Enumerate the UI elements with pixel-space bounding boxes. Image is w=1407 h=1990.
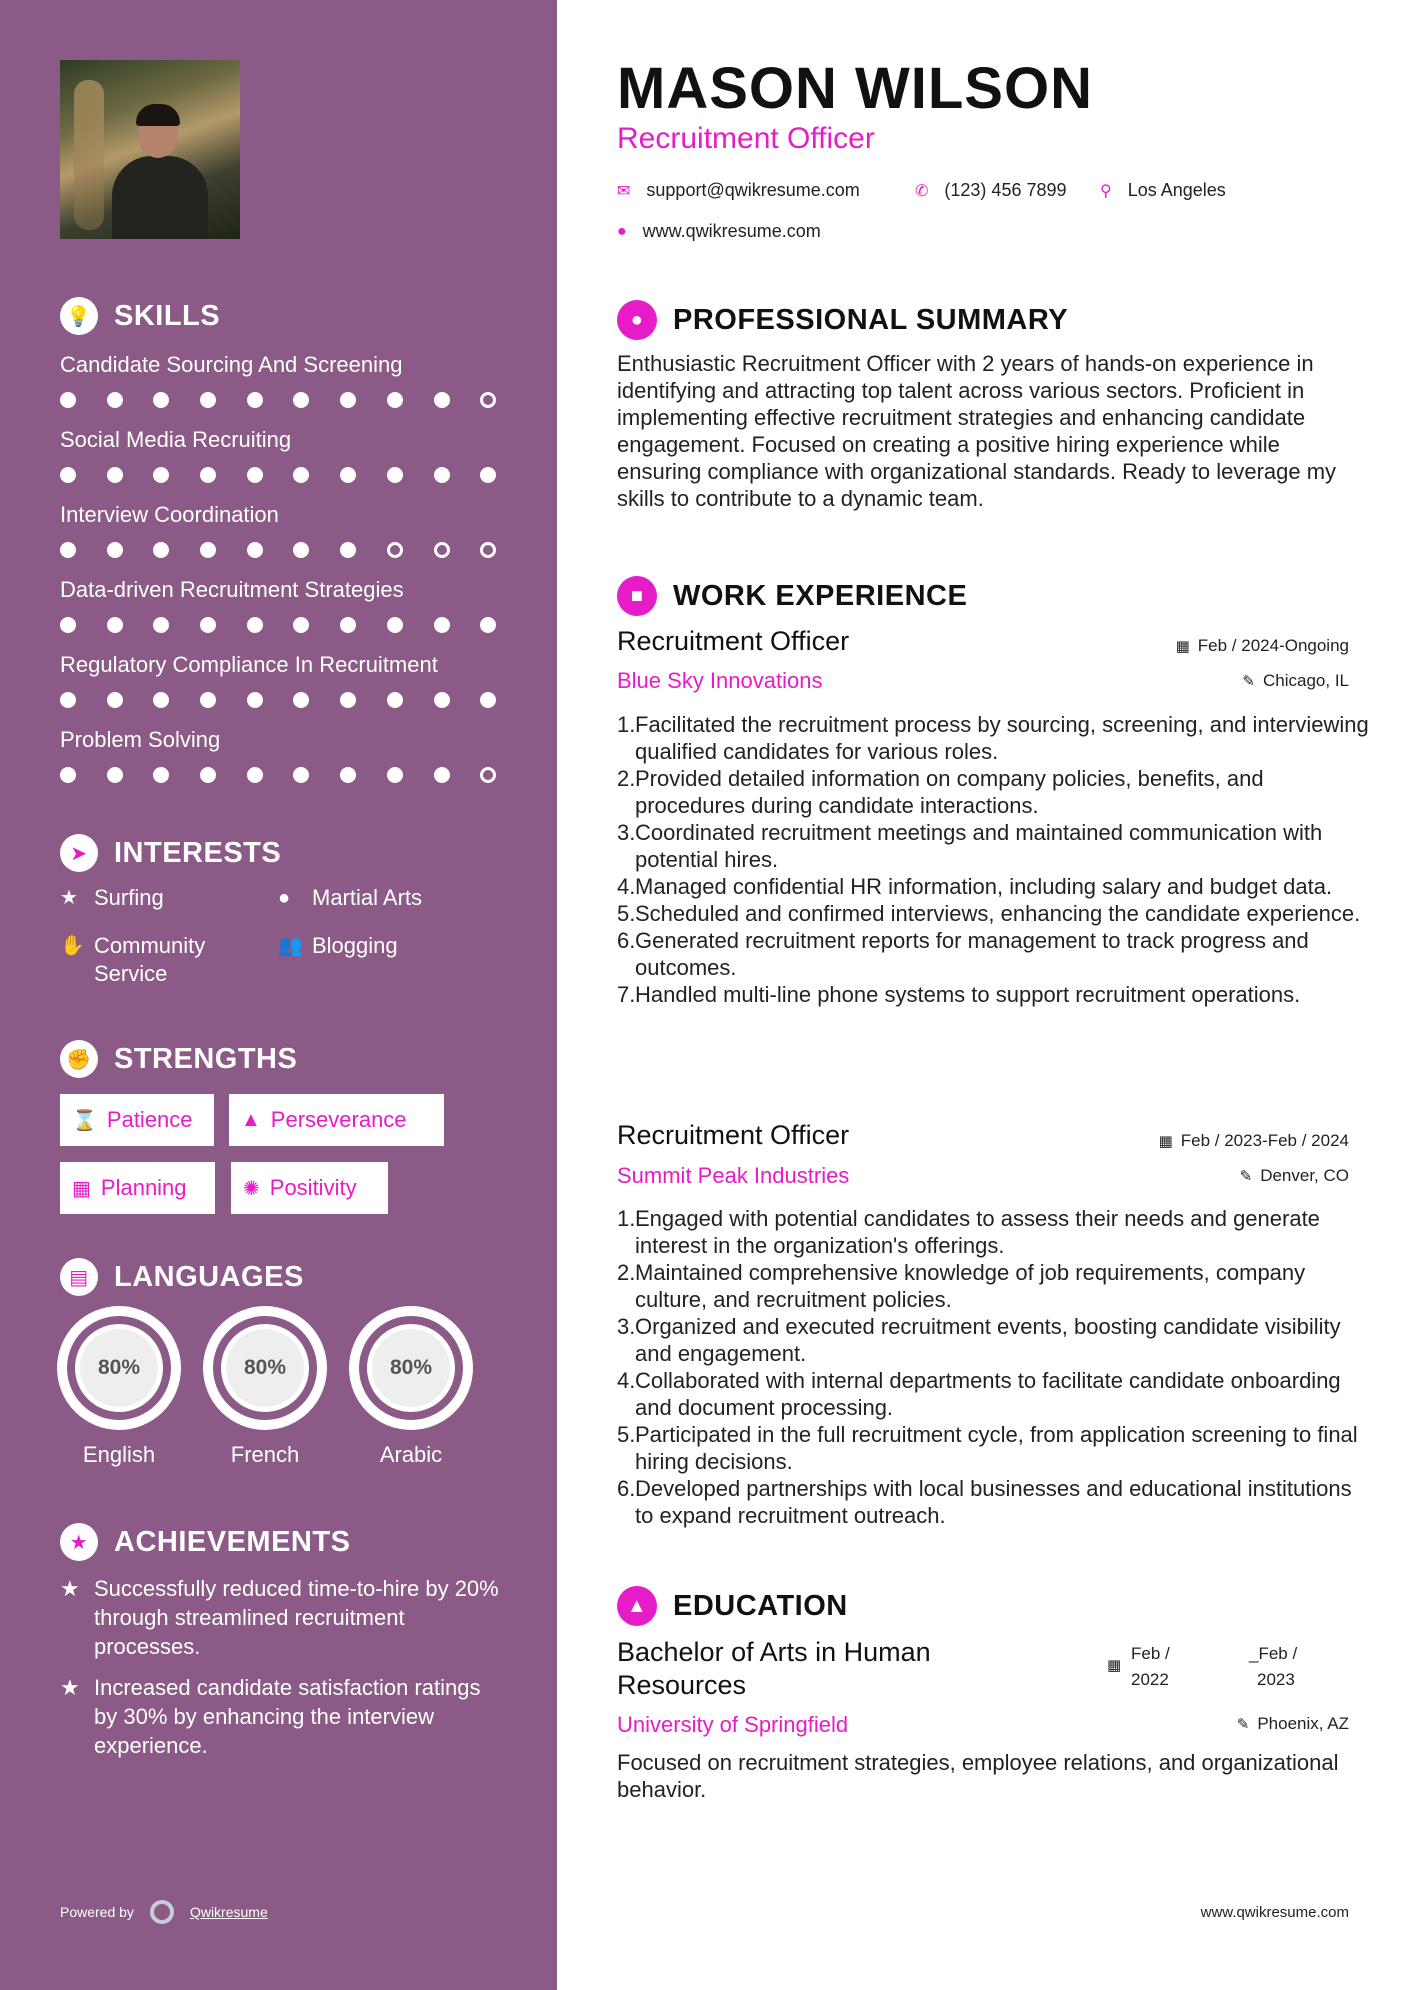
rating-dot-filled: [247, 767, 263, 783]
star-icon: ★: [60, 887, 78, 909]
rating-dot-filled: [480, 617, 496, 633]
interest-item: ● Martial Arts: [278, 885, 423, 910]
achievement-item: ★ Successfully reduced time-to-hire by 20% through streamlined recruitment processes.: [60, 1576, 499, 1659]
rating-dot-filled: [434, 767, 450, 783]
briefcase-icon: ■: [617, 576, 657, 616]
rating-dot-filled: [200, 467, 216, 483]
skill-rating: [60, 617, 527, 633]
language-icon: ▤: [60, 1258, 98, 1296]
qwikresume-link[interactable]: Qwikresume: [189, 1904, 268, 1920]
pin-icon: ✎: [1242, 673, 1255, 690]
skill-rating: [60, 767, 527, 783]
rating-dot-filled: [107, 617, 123, 633]
language-item: 80% Arabic: [349, 1306, 473, 1468]
rating-dot-filled: [200, 692, 216, 708]
rating-dot-filled: [60, 467, 76, 483]
list-item: Generated recruitment reports for management to track progress and outcomes.: [635, 928, 1309, 980]
skill-name: Social Media Recruiting: [60, 427, 292, 452]
list-item: Scheduled and confirmed interviews, enhancing the candidate experience.: [635, 901, 1361, 926]
rating-dot-filled: [387, 392, 403, 408]
summary-heading: ● PROFESSIONAL SUMMARY: [617, 300, 1068, 340]
job-2-location: ✎ Denver, CO: [1239, 1166, 1349, 1185]
rating-dot-filled: [153, 467, 169, 483]
contact-email[interactable]: ✉ support@qwikresume.com: [617, 180, 860, 200]
summary-text: Enthusiastic Recruitment Officer with 2 years of hands-on experience in identifying and attracting top talent across various sectors. Proficient in implementing effective recruitment strategies and enhancing candidate engagement. Focused on creating a positive hiring experience while ensuring compliance with organizational standards. Ready to leverage my skills to contribute to a dynamic team.: [617, 351, 1337, 511]
contact-location: ⚲ Los Angeles: [1100, 180, 1226, 200]
skill-name: Interview Coordination: [60, 502, 279, 527]
list-item: Provided detailed information on company policies, benefits, and procedures during candidate interactions.: [635, 766, 1264, 818]
rating-dot-filled: [153, 767, 169, 783]
rating-dot-filled: [107, 767, 123, 783]
interests-heading: ➤ INTERESTS: [60, 834, 281, 872]
rating-dot-empty: [387, 542, 403, 558]
language-item: 80% English: [57, 1306, 181, 1468]
rating-dot-filled: [434, 617, 450, 633]
education-start-date: ▦ Feb / 2022: [1107, 1644, 1170, 1689]
education-heading: ▲ EDUCATION: [617, 1586, 848, 1626]
lightbulb-icon: 💡: [60, 297, 98, 335]
contact-phone[interactable]: ✆ (123) 456 7899: [915, 180, 1067, 200]
rating-dot-filled: [153, 542, 169, 558]
rating-dot-filled: [480, 692, 496, 708]
rating-dot-filled: [200, 542, 216, 558]
rating-dot-empty: [480, 392, 496, 408]
rating-dot-filled: [387, 617, 403, 633]
language-ring: 80%: [349, 1306, 473, 1430]
job-1-company: Blue Sky Innovations: [617, 668, 823, 693]
education-school: University of Springfield: [617, 1712, 849, 1737]
rating-dot-filled: [107, 692, 123, 708]
strengths-heading: ✊ STRENGTHS: [60, 1040, 297, 1078]
globe-icon: ●: [278, 887, 291, 909]
rating-dot-filled: [107, 392, 123, 408]
interest-item: ★ Surfing: [60, 885, 164, 910]
rating-dot-filled: [340, 542, 356, 558]
job-1-responsibilities: [617, 711, 1375, 1008]
strength-tag: ▦ Planning: [60, 1162, 215, 1214]
rating-dot-empty: [480, 767, 496, 783]
rating-dot-filled: [293, 617, 309, 633]
rating-dot-filled: [247, 392, 263, 408]
hourglass-icon: ⌛: [72, 1109, 97, 1132]
achievement-item: ★ Increased candidate satisfaction ratings by 30% by enhancing the interview experience.: [60, 1675, 481, 1758]
rating-dot-filled: [200, 392, 216, 408]
job-2-dates: ▦ Feb / 2023-Feb / 2024: [1158, 1131, 1349, 1150]
language-item: 80% French: [203, 1306, 327, 1468]
interest-item: 👥 Blogging: [278, 933, 398, 958]
language-ring: 80%: [203, 1306, 327, 1430]
list-item: Engaged with potential candidates to assess their needs and generate interest in the organization's offerings.: [635, 1206, 1320, 1258]
achievements-heading: ★ ACHIEVEMENTS: [60, 1523, 350, 1561]
rating-dot-filled: [293, 542, 309, 558]
list-item: Participated in the full recruitment cycle, from application screening to final hiring decisions.: [635, 1422, 1358, 1474]
rating-dot-empty: [480, 542, 496, 558]
rating-dot-filled: [60, 617, 76, 633]
rating-dot-filled: [247, 617, 263, 633]
rating-dot-filled: [340, 767, 356, 783]
rating-dot-filled: [480, 467, 496, 483]
globe-icon: ●: [617, 222, 627, 240]
education-end-date: _Feb / 2023: [1249, 1644, 1298, 1689]
job-1-dates: ▦ Feb / 2024-Ongoing: [1175, 636, 1349, 655]
list-item: Collaborated with internal departments to facilitate candidate onboarding and document processing.: [635, 1368, 1341, 1420]
hand-icon: ✋: [60, 935, 85, 957]
education-location: ✎ Phoenix, AZ: [1236, 1714, 1349, 1733]
rating-dot-filled: [293, 467, 309, 483]
rating-dot-filled: [107, 542, 123, 558]
skill-name: Problem Solving: [60, 727, 221, 752]
list-item: Facilitated the recruitment process by sourcing, screening, and interviewing qualified candidates for various roles.: [635, 712, 1369, 764]
phone-icon: ✆: [915, 182, 929, 200]
rating-dot-filled: [434, 467, 450, 483]
rating-dot-filled: [340, 692, 356, 708]
interest-item: ✋ Community Service: [60, 933, 206, 986]
skill-rating: [60, 467, 527, 483]
rating-dot-filled: [107, 467, 123, 483]
fist-icon: ✊: [60, 1040, 98, 1078]
rating-dot-filled: [434, 392, 450, 408]
skill-rating: [60, 392, 527, 408]
skill-name: Candidate Sourcing And Screening: [60, 352, 403, 377]
sun-icon: ✺: [243, 1177, 260, 1200]
language-ring: 80%: [57, 1306, 181, 1430]
skills-heading: 💡 SKILLS: [60, 297, 220, 335]
job-2-company: Summit Peak Industries: [617, 1163, 850, 1188]
paper-plane-icon: ➤: [60, 834, 98, 872]
languages-heading: ▤ LANGUAGES: [60, 1258, 304, 1296]
rating-dot-filled: [293, 692, 309, 708]
skill-name: Data-driven Recruitment Strategies: [60, 577, 404, 602]
rating-dot-filled: [60, 392, 76, 408]
education-degree: Bachelor of Arts in Human Resources: [617, 1637, 931, 1700]
rating-dot-filled: [153, 617, 169, 633]
graduation-cap-icon: ▲: [617, 1586, 657, 1626]
calendar-icon: ▦: [1175, 638, 1190, 655]
mountain-icon: ▲: [241, 1108, 261, 1131]
rating-dot-filled: [247, 692, 263, 708]
rating-dot-filled: [60, 692, 76, 708]
job-2-responsibilities: [617, 1205, 1375, 1529]
rating-dot-filled: [153, 692, 169, 708]
rating-dot-filled: [340, 467, 356, 483]
job-title: Recruitment Officer: [617, 122, 875, 155]
strength-tag: ⌛ Patience: [60, 1094, 214, 1146]
footer-website[interactable]: www.qwikresume.com: [1200, 1904, 1349, 1921]
rating-dot-filled: [200, 617, 216, 633]
list-item: Maintained comprehensive knowledge of job requirements, company culture, and recruitment policies.: [635, 1260, 1306, 1312]
rating-dot-filled: [200, 767, 216, 783]
contact-website[interactable]: ● www.qwikresume.com: [617, 221, 821, 241]
rating-dot-filled: [60, 542, 76, 558]
rating-dot-empty: [434, 542, 450, 558]
skill-name: Regulatory Compliance In Recruitment: [60, 652, 438, 677]
calendar-icon: ▦: [1158, 1133, 1173, 1150]
rating-dot-filled: [153, 392, 169, 408]
qwikresume-logo-icon: [150, 1900, 174, 1924]
star-icon: ★: [60, 1576, 80, 1601]
candidate-name: MASON WILSON: [617, 56, 1093, 121]
strength-tag: ✺ Positivity: [231, 1162, 388, 1214]
rating-dot-filled: [247, 467, 263, 483]
main-content: [557, 0, 1407, 1990]
map-pin-icon: ⚲: [1100, 182, 1112, 200]
users-icon: 👥: [278, 935, 303, 957]
rating-dot-filled: [387, 767, 403, 783]
rating-dot-filled: [434, 692, 450, 708]
list-item: Coordinated recruitment meetings and maintained communication with potential hires.: [635, 820, 1323, 872]
rating-dot-filled: [60, 767, 76, 783]
list-item: Managed confidential HR information, including salary and budget data.: [635, 874, 1333, 899]
strength-tag: ▲ Perseverance: [229, 1094, 444, 1146]
pin-icon: ✎: [1239, 1168, 1253, 1185]
skill-rating: [60, 542, 527, 558]
rating-dot-filled: [387, 692, 403, 708]
education-description: Focused on recruitment strategies, employee relations, and organizational behavior.: [617, 1750, 1339, 1802]
skill-rating: [60, 692, 527, 708]
job-1-location: ✎ Chicago, IL: [1242, 671, 1349, 690]
experience-heading: ■ WORK EXPERIENCE: [617, 576, 967, 616]
list-item: Handled multi-line phone systems to support recruitment operations.: [635, 982, 1301, 1007]
rating-dot-filled: [293, 767, 309, 783]
list-item: Organized and executed recruitment events, boosting candidate visibility and engagement.: [635, 1314, 1341, 1366]
rating-dot-filled: [340, 392, 356, 408]
rating-dot-filled: [340, 617, 356, 633]
job-2-title: Recruitment Officer: [617, 1120, 850, 1150]
rating-dot-filled: [247, 542, 263, 558]
user-icon: ●: [617, 300, 657, 340]
rating-dot-filled: [387, 467, 403, 483]
job-1-title: Recruitment Officer: [617, 626, 850, 656]
calendar-icon: ▦: [72, 1177, 91, 1200]
powered-by: Powered by Qwikresume: [60, 1900, 268, 1924]
list-item: Developed partnerships with local businesses and educational institutions to expand recruitment outreach.: [635, 1476, 1352, 1528]
star-badge-icon: ★: [60, 1523, 98, 1561]
star-icon: ★: [60, 1675, 80, 1700]
pin-icon: ✎: [1236, 1716, 1250, 1733]
rating-dot-filled: [293, 392, 309, 408]
sidebar: [0, 0, 557, 1990]
envelope-icon: ✉: [617, 182, 631, 200]
calendar-icon: ▦: [1107, 1657, 1122, 1674]
profile-photo: [60, 60, 240, 239]
